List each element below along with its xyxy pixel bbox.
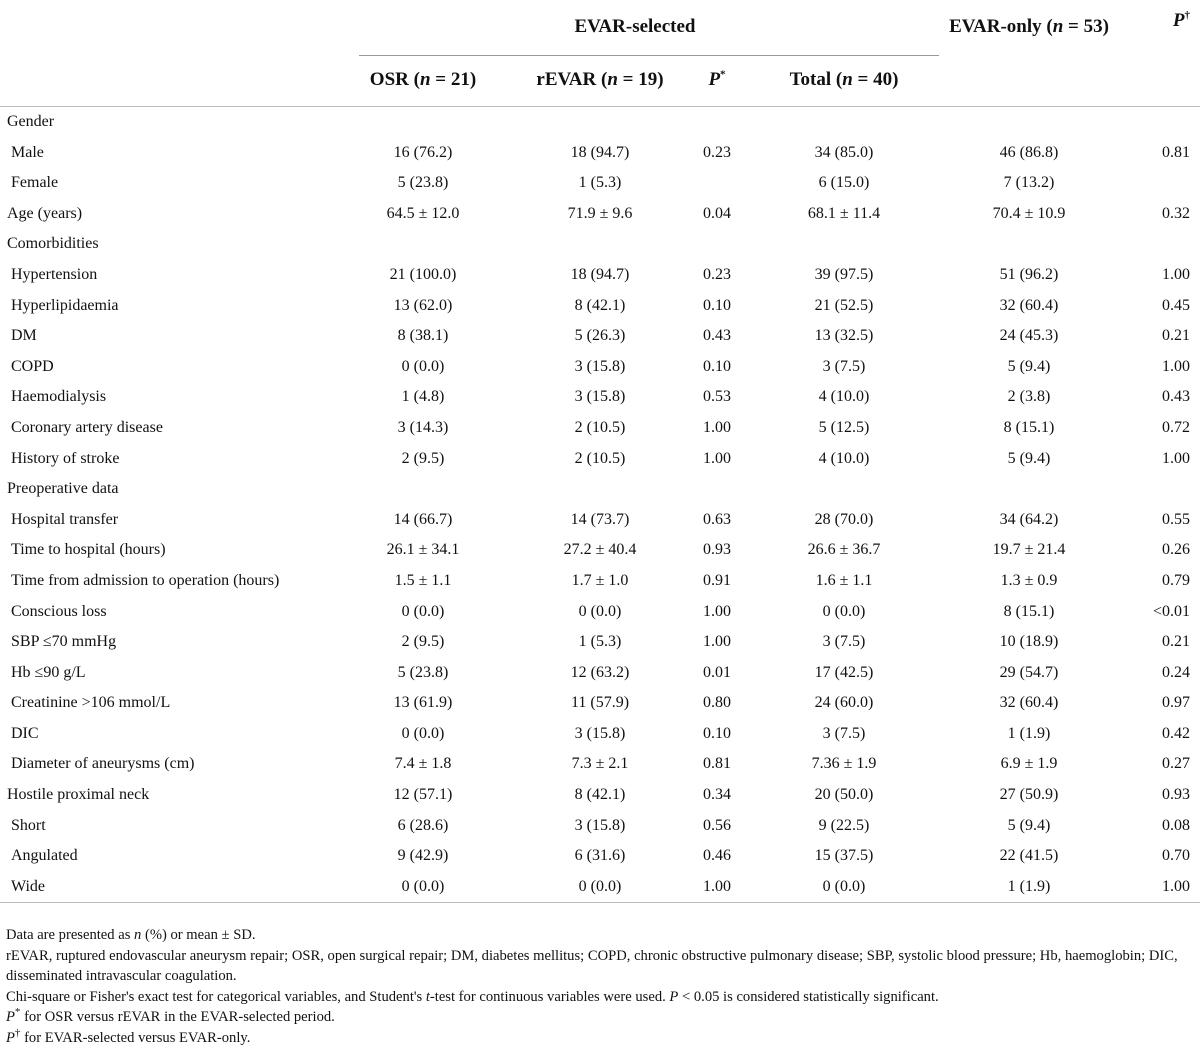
cell-p-dagger: [1119, 168, 1200, 199]
cell-p-dagger: 0.81: [1162, 143, 1190, 161]
cell-osr: 5 (23.8): [397, 174, 449, 192]
cell-revar: 18 (94.7): [570, 265, 630, 283]
cell-total: 7.36 ± 1.9: [811, 755, 877, 773]
header-revar: rEVAR (n = 19): [515, 54, 685, 107]
row-label: Hostile proximal neck: [7, 786, 150, 804]
n-symbol: n: [842, 69, 853, 90]
header-blank-4: [1119, 54, 1200, 107]
cell-revar: 8 (42.1): [574, 296, 626, 314]
cell-p-dagger: 0.26: [1162, 541, 1190, 559]
cell-p-dagger: [1119, 474, 1200, 505]
row-label: Wide: [0, 872, 331, 903]
cell-p-star: 0.34: [703, 786, 731, 804]
cell-p-dagger: 0.72: [1162, 418, 1190, 436]
table-row: [0, 566, 1200, 597]
cell-total: 34 (85.0): [814, 143, 874, 161]
table-row: [0, 321, 1200, 352]
cell-total: 9 (22.5): [818, 816, 870, 834]
cell-total: 1.6 ± 1.1: [815, 571, 873, 589]
cell-osr: 2 (9.5): [401, 633, 445, 651]
cell-p-star: 1.00: [703, 602, 731, 620]
row-label: Haemodialysis: [11, 388, 107, 406]
row-label: Hypertension: [11, 265, 98, 283]
table-row: [0, 474, 1200, 505]
cell-p-star: 0.23: [703, 143, 731, 161]
table-row: [0, 535, 1200, 566]
table-body: [0, 107, 1200, 903]
row-label: Time to hospital (hours): [11, 541, 166, 559]
header-p-dagger: [1119, 0, 1200, 54]
cell-osr: 8 (38.1): [397, 327, 449, 345]
cell-osr: 12 (57.1): [393, 786, 453, 804]
cell-revar: 3 (15.8): [574, 388, 626, 406]
cell-p-star: 1.00: [685, 872, 749, 903]
header-blank: [0, 0, 331, 54]
fn1-n: n: [134, 927, 142, 943]
table-footnotes: [6, 925, 1194, 1048]
p-star-sup: *: [720, 68, 726, 81]
cell-p-dagger: 0.93: [1162, 786, 1190, 804]
cell-p-star: 0.10: [703, 296, 731, 314]
table-row: [0, 688, 1200, 719]
cell-evar-only: 51 (96.2): [999, 265, 1059, 283]
cell-evar-only: 32 (60.4): [999, 694, 1059, 712]
cell-evar-only: [939, 474, 1119, 505]
cell-p-dagger: 1.00: [1162, 357, 1190, 375]
fn3-t: t: [425, 988, 430, 1005]
cell-total: 26.6 ± 36.7: [807, 541, 881, 559]
cell-osr: [331, 107, 515, 138]
eq-sign: =: [430, 69, 451, 90]
fn4-sup: *: [14, 1006, 21, 1019]
cell-p-star: 1.00: [703, 418, 731, 436]
cell-p-star: 0.91: [703, 571, 731, 589]
group-underline: [359, 55, 939, 56]
cell-osr: 13 (62.0): [393, 296, 453, 314]
cell-p-star: 0.04: [703, 204, 731, 222]
row-label: Conscious loss: [11, 602, 107, 620]
cell-total: 4 (10.0): [818, 388, 870, 406]
cell-p-star: 0.81: [703, 755, 731, 773]
row-label: Angulated: [11, 847, 78, 865]
cell-revar: 7.3 ± 2.1: [571, 755, 629, 773]
table-row: [0, 872, 1200, 903]
cell-revar: 6 (31.6): [574, 847, 626, 865]
cell-evar-only: 7 (13.2): [1003, 174, 1055, 192]
header-row-2: [0, 54, 1200, 107]
cell-total: 21 (52.5): [814, 296, 874, 314]
row-label: Comorbidities: [7, 235, 99, 253]
header-blank-2: [0, 54, 331, 107]
cell-total: 3 (7.5): [822, 724, 866, 742]
table-row: [0, 382, 1200, 413]
cell-evar-only: 70.4 ± 10.9: [992, 204, 1066, 222]
table-row: [0, 627, 1200, 658]
cell-total: 13 (32.5): [814, 327, 874, 345]
n-symbol: n: [1052, 16, 1064, 37]
osr-label: OSR: [369, 69, 409, 90]
cell-p-star: 0.10: [703, 724, 731, 742]
cell-revar: 1.7 ± 1.0: [571, 571, 629, 589]
cell-p-star: 0.53: [703, 388, 731, 406]
cell-evar-only: 5 (9.4): [1007, 816, 1051, 834]
cell-osr: 6 (28.6): [397, 816, 449, 834]
row-label: Hospital transfer: [11, 510, 119, 528]
total-n: 40: [873, 69, 893, 90]
cell-revar: 2 (10.5): [574, 449, 626, 467]
cell-total: 0 (0.0): [822, 602, 866, 620]
cell-revar: [515, 107, 685, 138]
cell-osr: [331, 229, 515, 260]
cell-total: 24 (60.0): [814, 694, 874, 712]
n-symbol: n: [419, 69, 431, 90]
cell-revar: 11 (57.9): [570, 694, 630, 712]
cell-total: 20 (50.0): [814, 786, 874, 804]
eq-sign: =: [852, 69, 874, 90]
cell-p-dagger: 0.32: [1162, 204, 1190, 222]
fn3-pre: Chi-square or Fisher's exact test for categorical variables, and Student's: [6, 988, 426, 1005]
table-row: [0, 719, 1200, 750]
header-group-evar-selected: [331, 0, 939, 54]
table-row: [0, 291, 1200, 322]
cell-p-star: 1.00: [703, 633, 731, 651]
cell-osr: 0 (0.0): [331, 872, 515, 903]
table-row: [0, 138, 1200, 169]
cell-total: 15 (37.5): [814, 847, 874, 865]
cell-revar: 3 (15.8): [574, 816, 626, 834]
cell-revar: 1 (5.3): [578, 633, 622, 651]
cell-total: 0 (0.0): [749, 872, 939, 903]
row-label: History of stroke: [11, 449, 120, 467]
cell-evar-only: 1 (1.9): [939, 872, 1119, 903]
fn1-post: (%) or mean ± SD.: [141, 927, 256, 943]
cell-osr: 1 (4.8): [401, 388, 445, 406]
cell-total: 39 (97.5): [814, 265, 874, 283]
header-total: Total (n = 40): [749, 54, 939, 107]
table-row: [0, 168, 1200, 199]
evar-only-n: 53: [1083, 16, 1103, 37]
cell-osr: 3 (14.3): [397, 418, 449, 436]
row-label: Age (years): [7, 204, 83, 222]
row-label: Creatinine >106 mmol/L: [11, 694, 171, 712]
cell-p-dagger: 0.08: [1162, 816, 1190, 834]
cell-p-star: 0.93: [703, 541, 731, 559]
header-osr: OSR (n = 21): [331, 54, 515, 107]
total-label: Total: [789, 69, 832, 90]
cell-evar-only: [939, 229, 1119, 260]
cell-p-star: [685, 107, 749, 138]
header-row-1: [0, 0, 1200, 54]
cell-revar: 3 (15.8): [574, 724, 626, 742]
cell-evar-only: 10 (18.9): [999, 633, 1059, 651]
header-p-star: [685, 54, 749, 107]
fn5-p: P: [6, 1029, 15, 1046]
cell-total: 4 (10.0): [818, 449, 870, 467]
fn3-post: < 0.05 is considered statistically significant.: [678, 988, 939, 1005]
cell-osr: 16 (76.2): [393, 143, 453, 161]
cell-p-dagger: 0.79: [1162, 571, 1190, 589]
eq-sign: =: [1063, 16, 1084, 37]
row-label: Time from admission to operation (hours): [11, 571, 280, 589]
cell-total: 6 (15.0): [818, 174, 870, 192]
cell-osr: 7.4 ± 1.8: [394, 755, 452, 773]
cell-p-star: 0.63: [703, 510, 731, 528]
cell-revar: 27.2 ± 40.4: [563, 541, 637, 559]
cell-revar: 0 (0.0): [515, 872, 685, 903]
cell-osr: 2 (9.5): [401, 449, 445, 467]
cell-evar-only: 2 (3.8): [1007, 388, 1051, 406]
row-label: COPD: [11, 357, 54, 375]
p-dagger-label: P: [1172, 10, 1185, 31]
eq-sign: =: [617, 69, 639, 90]
cell-revar: 0 (0.0): [578, 602, 622, 620]
table-row: [0, 444, 1200, 475]
p-dagger-sup: †: [1184, 9, 1190, 22]
footnote-3: [6, 987, 1194, 1008]
cell-p-dagger: 0.55: [1162, 510, 1190, 528]
cell-evar-only: 19.7 ± 21.4: [992, 541, 1066, 559]
row-label: DM: [11, 327, 37, 345]
table-row: [0, 505, 1200, 536]
cell-revar: 18 (94.7): [570, 143, 630, 161]
cell-revar: 71.9 ± 9.6: [567, 204, 633, 222]
cell-osr: 21 (100.0): [389, 265, 457, 283]
cell-revar: 12 (63.2): [570, 663, 630, 681]
cell-evar-only: 6.9 ± 1.9: [1000, 755, 1058, 773]
table-row: [0, 229, 1200, 260]
p-star-label: P: [708, 69, 721, 90]
cell-osr: 0 (0.0): [401, 357, 445, 375]
cell-p-star: [685, 168, 749, 199]
cell-p-star: [685, 229, 749, 260]
footnote-4: [6, 1007, 1194, 1028]
cell-p-dagger: 0.27: [1162, 755, 1190, 773]
cell-p-dagger: 1.00: [1162, 449, 1190, 467]
footnote-5: [6, 1028, 1194, 1049]
cell-evar-only: 1.3 ± 0.9: [1000, 571, 1058, 589]
cell-evar-only: 1 (1.9): [1007, 724, 1051, 742]
cell-revar: 2 (10.5): [574, 418, 626, 436]
cell-revar: 3 (15.8): [574, 357, 626, 375]
row-label: Diameter of aneurysms (cm): [11, 755, 195, 773]
cell-p-star: 1.00: [703, 449, 731, 467]
cell-p-dagger: <0.01: [1152, 602, 1190, 620]
cell-p-dagger: 0.97: [1162, 694, 1190, 712]
table-row: [0, 597, 1200, 628]
cell-evar-only: 34 (64.2): [999, 510, 1059, 528]
cell-evar-only: 29 (54.7): [999, 663, 1059, 681]
cell-evar-only: [939, 107, 1119, 138]
cell-p-star: 0.56: [703, 816, 731, 834]
cell-total: 3 (7.5): [822, 633, 866, 651]
header-evar-only: EVAR-only (n = 53): [949, 16, 1109, 37]
cell-p-star: [685, 474, 749, 505]
table-row: [0, 352, 1200, 383]
cell-osr: [331, 474, 515, 505]
cell-total: 68.1 ± 11.4: [807, 204, 881, 222]
cell-p-dagger: 1.00: [1119, 872, 1200, 903]
row-label: Male: [11, 143, 44, 161]
cell-osr: 9 (42.9): [397, 847, 449, 865]
cell-total: 17 (42.5): [814, 663, 874, 681]
row-label: Gender: [7, 113, 55, 130]
cell-evar-only: 24 (45.3): [999, 327, 1059, 345]
table-row: [0, 841, 1200, 872]
fn4-p: P: [6, 1009, 15, 1025]
cell-p-star: 0.10: [703, 357, 731, 375]
cell-total: [749, 474, 939, 505]
cell-osr: 26.1 ± 34.1: [386, 541, 460, 559]
fn1-pre: Data are presented as: [6, 927, 135, 943]
revar-n: 19: [638, 69, 658, 90]
cell-evar-only: 8 (15.1): [1003, 418, 1055, 436]
cell-p-dagger: 0.70: [1162, 847, 1190, 865]
cell-p-star: 0.23: [703, 265, 731, 283]
cell-osr: 0 (0.0): [401, 602, 445, 620]
cell-p-dagger: 1.00: [1162, 265, 1190, 283]
n-symbol: n: [607, 69, 618, 90]
revar-label: rEVAR: [536, 69, 597, 90]
table-row: [0, 260, 1200, 291]
group-label: EVAR-selected: [574, 16, 696, 37]
cell-osr: 0 (0.0): [401, 724, 445, 742]
cell-osr: 1.5 ± 1.1: [394, 571, 452, 589]
cell-total: 5 (12.5): [818, 418, 870, 436]
cell-p-star: 0.43: [703, 327, 731, 345]
evar-only-label: EVAR-only: [949, 16, 1042, 37]
table-row: [0, 749, 1200, 780]
row-label: Preoperative data: [7, 480, 119, 498]
cell-osr: 64.5 ± 12.0: [386, 204, 460, 222]
cell-evar-only: 5 (9.4): [1007, 357, 1051, 375]
cell-p-star: 0.01: [703, 663, 731, 681]
table-row: [0, 413, 1200, 444]
osr-n: 21: [450, 69, 470, 90]
cell-osr: 5 (23.8): [397, 663, 449, 681]
fn3-mid: -test for continuous variables were used.: [429, 988, 670, 1005]
cell-evar-only: 27 (50.9): [999, 786, 1059, 804]
cell-total: [749, 229, 939, 260]
cell-evar-only: 8 (15.1): [1003, 602, 1055, 620]
cell-p-dagger: 0.42: [1162, 724, 1190, 742]
fn5-post: for EVAR-selected versus EVAR-only.: [20, 1029, 251, 1046]
cell-p-dagger: 0.21: [1162, 633, 1190, 651]
row-label: Coronary artery disease: [11, 418, 163, 436]
table-row: [0, 780, 1200, 811]
cell-evar-only: 46 (86.8): [999, 143, 1059, 161]
header-blank-3: [939, 54, 1119, 107]
row-label: Hyperlipidaemia: [11, 296, 119, 314]
cell-revar: [515, 474, 685, 505]
fn3-p: P: [669, 988, 679, 1005]
cell-p-dagger: 0.24: [1162, 663, 1190, 681]
table-row: [0, 199, 1200, 230]
cell-osr: 13 (61.9): [393, 694, 453, 712]
cell-p-star: 0.80: [703, 694, 731, 712]
cell-revar: 5 (26.3): [574, 327, 626, 345]
cell-total: 3 (7.5): [822, 357, 866, 375]
table-row: [0, 811, 1200, 842]
cell-evar-only: 22 (41.5): [999, 847, 1059, 865]
cell-p-dagger: [1119, 229, 1200, 260]
cell-p-dagger: 0.43: [1162, 388, 1190, 406]
cell-evar-only: 32 (60.4): [999, 296, 1059, 314]
table-row: [0, 107, 1200, 138]
row-label: Hb ≤90 g/L: [11, 663, 86, 681]
row-label: Short: [11, 816, 46, 834]
cell-p-star: 0.46: [703, 847, 731, 865]
cell-revar: 8 (42.1): [574, 786, 626, 804]
cell-total: 28 (70.0): [814, 510, 874, 528]
table-row: [0, 658, 1200, 689]
row-label: SBP ≤70 mmHg: [11, 633, 117, 651]
footnote-2: rEVAR, ruptured endovascular aneurysm repair; OSR, open surgical repair; DM, diabetes mellitus; COPD, chronic obstructive pulmonary disease; SBP, systolic blood pressure; Hb, haemoglobin; DIC, disseminated intravascular coagulation.: [6, 947, 1178, 984]
row-label: Female: [11, 174, 59, 192]
footnote-1: [6, 925, 1194, 946]
cell-evar-only: 5 (9.4): [1007, 449, 1051, 467]
cell-revar: 1 (5.3): [578, 174, 622, 192]
cell-revar: 14 (73.7): [570, 510, 630, 528]
cell-total: [749, 107, 939, 138]
cell-p-dagger: 0.21: [1162, 327, 1190, 345]
row-label: DIC: [11, 724, 39, 742]
cell-revar: [515, 229, 685, 260]
cell-osr: 14 (66.7): [393, 510, 453, 528]
cell-p-dagger: 0.45: [1162, 296, 1190, 314]
fn5-sup: †: [14, 1026, 21, 1039]
fn4-post: for OSR versus rEVAR in the EVAR-selected period.: [20, 1009, 335, 1025]
cell-p-dagger: [1119, 107, 1200, 138]
